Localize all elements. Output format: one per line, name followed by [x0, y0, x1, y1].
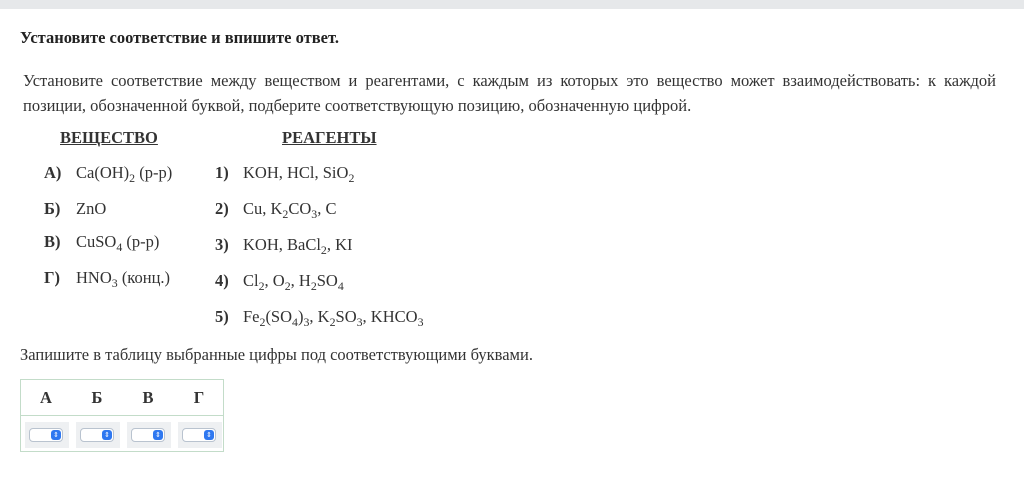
substance-formula: ZnO [76, 199, 107, 218]
select-arrows-icon: ⇕ [102, 430, 112, 440]
answer-select-v[interactable] [131, 428, 165, 442]
answer-column-header: В [142, 388, 154, 407]
top-bar [0, 0, 1024, 9]
reagent-number: 1) [215, 163, 229, 182]
reagent-formula: $Fe_2(SO_4)_3$, $K_2SO_3$, $KHCO_3$ [243, 307, 424, 330]
reagent-formula: KOH, HCl, SiO$_2$ [243, 163, 355, 186]
question-text: Установите соответствие между веществом и реагентами, с каждым из которых это вещество может взаимодействовать: к каждой позиции, обозначенной буквой, подберите соответствующую позицию, обозначенную цифрой. [23, 71, 996, 115]
substance-letter: А) [44, 163, 62, 182]
select-arrows-icon: ⇕ [153, 430, 163, 440]
answer-select-g[interactable] [182, 428, 216, 442]
answer-column-header: А [40, 388, 52, 407]
select-arrows-icon: ⇕ [51, 430, 61, 440]
substance-letter: Б) [44, 199, 61, 218]
substance-formula: $Ca(OH)_2$ (р-р) [76, 163, 173, 186]
substance-formula: CuSO$_4$ (р-р) [76, 232, 160, 255]
reagent-number: 4) [215, 271, 229, 290]
answer-table-divider [21, 415, 223, 416]
reagents-header: РЕАГЕНТЫ [282, 128, 377, 147]
substance-letter: Г) [44, 268, 60, 287]
answer-select-a[interactable] [29, 428, 63, 442]
reagent-formula: $Cl_2$, $O_2$, $H_2SO_4$ [243, 271, 344, 294]
substance-formula: $HNO_3$ (конц.) [76, 268, 171, 291]
reagent-number: 3) [215, 235, 229, 254]
reagent-number: 2) [215, 199, 229, 218]
substance-letter: В) [44, 232, 61, 251]
reagent-number: 5) [215, 307, 229, 326]
answer-column-header: Б [91, 388, 103, 407]
reagent-formula: Cu, $K_2CO_3$, C [243, 199, 337, 222]
instruction-text: Запишите в таблицу выбранные цифры под соответствующими буквами. [20, 345, 533, 364]
substances-header: ВЕЩЕСТВО [60, 128, 158, 147]
select-arrows-icon: ⇕ [204, 430, 214, 440]
answer-column-header: Г [193, 388, 205, 407]
task-title: Установите соответствие и впишите ответ. [20, 28, 339, 47]
reagent-formula: KOH, BaCl$_2$, KI [243, 235, 353, 258]
answer-table [20, 379, 224, 452]
answer-select-b[interactable] [80, 428, 114, 442]
